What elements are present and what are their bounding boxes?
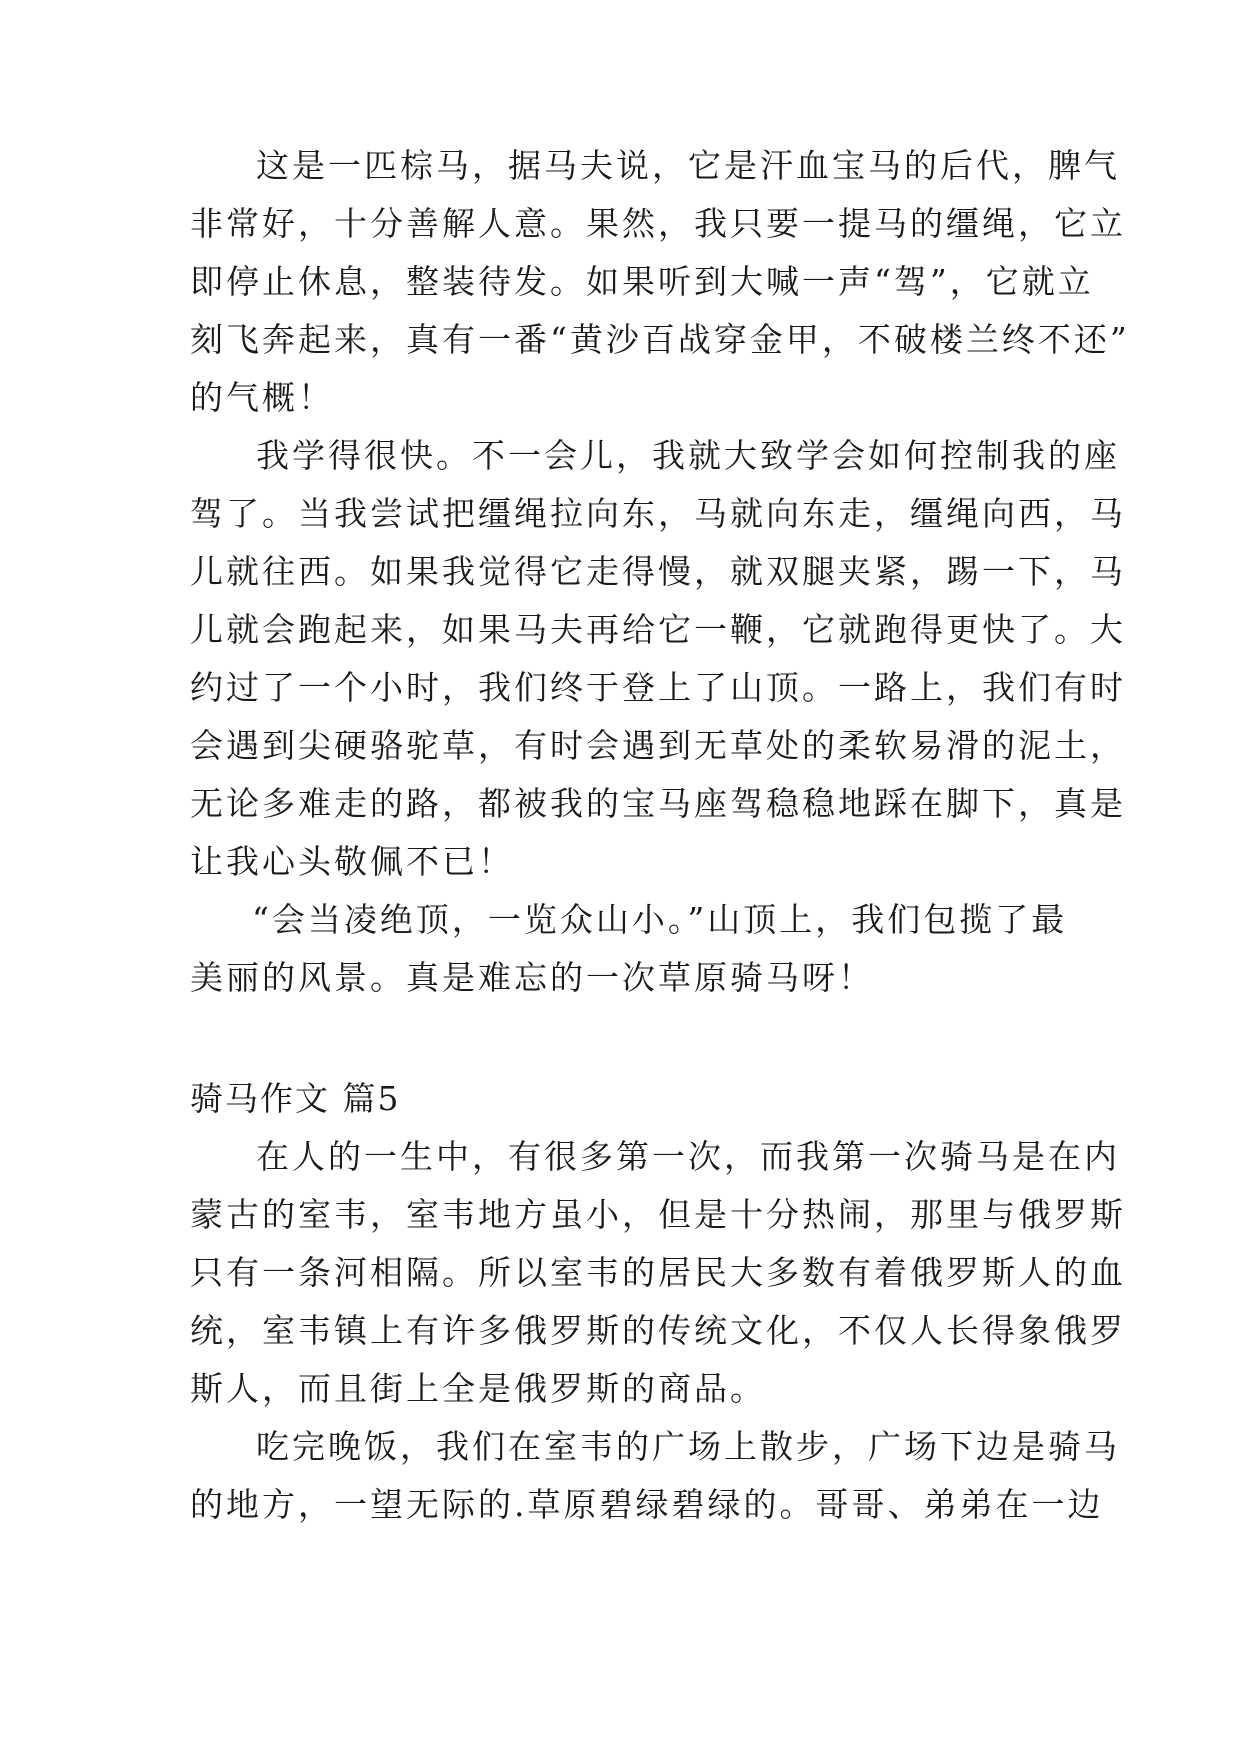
paragraph-line: 即停止休息，整装待发。如果听到大喊一声“驾”，它就立 (190, 262, 1094, 301)
paragraph-line: “会当凌绝顶，一览众山小。”山顶上，我们包揽了最 (252, 900, 1068, 939)
paragraph-line: 的地方，一望无际的.草原碧绿碧绿的。哥哥、弟弟在一边 (190, 1485, 1104, 1524)
paragraph-line: 让我心头敬佩不已！ (190, 842, 514, 881)
paragraph-line: 在人的一生中，有很多第一次，而我第一次骑马是在内 (256, 1137, 1120, 1176)
paragraph-line: 这是一匹棕马，据马夫说，它是汗血宝马的后代，脾气 (256, 146, 1120, 185)
paragraph-line: 吃完晚饭，我们在室韦的广场上散步，广场下边是骑马 (256, 1427, 1120, 1466)
paragraph-line: 的气概！ (190, 378, 334, 417)
paragraph-line: 驾了。当我尝试把缰绳拉向东，马就向东走，缰绳向西，马 (190, 494, 1126, 533)
paragraph-line: 儿就会跑起来，如果马夫再给它一鞭，它就跑得更快了。大 (190, 610, 1126, 649)
paragraph-line: 无论多难走的路，都被我的宝马座驾稳稳地踩在脚下，真是 (190, 784, 1126, 823)
paragraph-line: 非常好，十分善解人意。果然，我只要一提马的缰绳，它立 (190, 204, 1126, 243)
paragraph-line: 蒙古的室韦，室韦地方虽小，但是十分热闹，那里与俄罗斯 (190, 1195, 1126, 1234)
paragraph-line: 统，室韦镇上有许多俄罗斯的传统文化，不仅人长得象俄罗 (190, 1311, 1126, 1350)
paragraph-line: 刻飞奔起来，真有一番“黄沙百战穿金甲，不破楼兰终不还” (190, 320, 1130, 359)
section-heading: 骑马作文 篇5 (190, 1079, 401, 1118)
paragraph-line: 斯人，而且街上全是俄罗斯的商品。 (190, 1369, 766, 1408)
paragraph-line: 儿就往西。如果我觉得它走得慢，就双腿夹紧，踢一下，马 (190, 552, 1126, 591)
paragraph-line: 会遇到尖硬骆驼草，有时会遇到无草处的柔软易滑的泥土， (190, 726, 1126, 765)
paragraph-line: 我学得很快。不一会儿，我就大致学会如何控制我的座 (256, 436, 1120, 475)
paragraph-line: 只有一条河相隔。所以室韦的居民大多数有着俄罗斯人的血 (190, 1253, 1126, 1292)
paragraph-line: 美丽的风景。真是难忘的一次草原骑马呀！ (190, 958, 874, 997)
paragraph-line: 约过了一个小时，我们终于登上了山顶。一路上，我们有时 (190, 668, 1126, 707)
